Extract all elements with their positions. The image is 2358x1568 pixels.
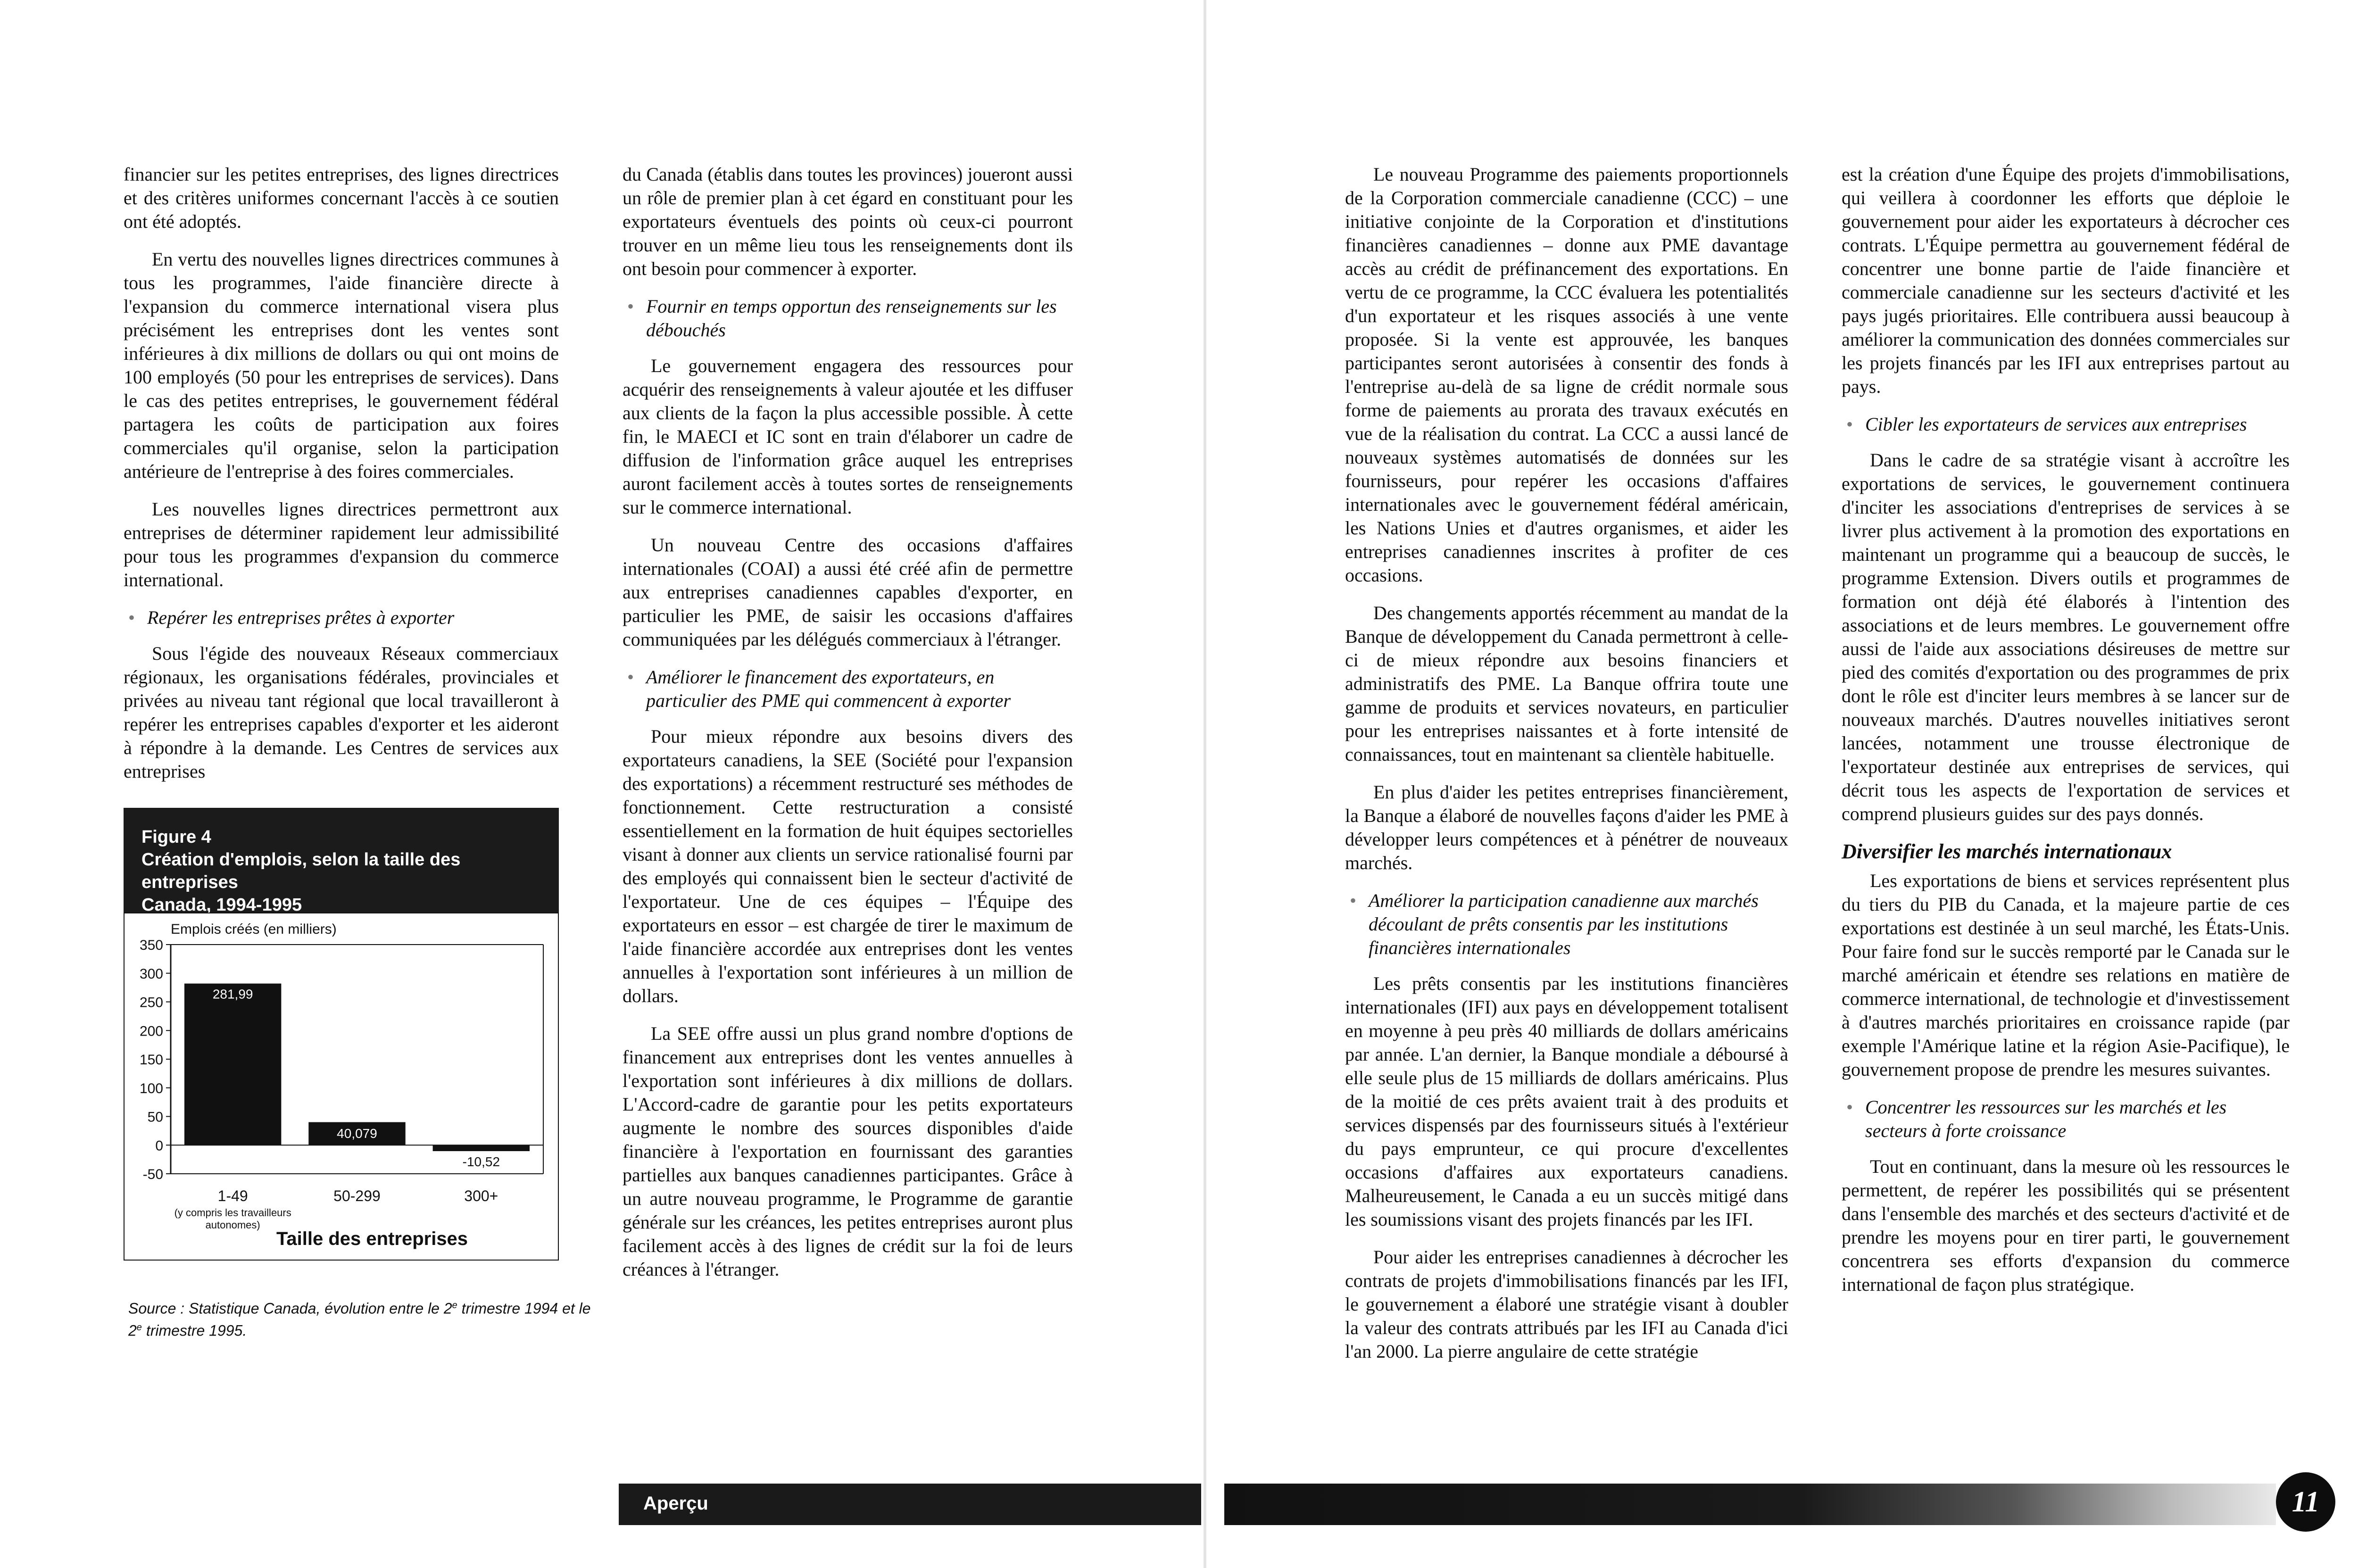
bullet-subheading <box>124 606 559 630</box>
category-label: 50-299 <box>333 1187 381 1204</box>
footer-section-label: Aperçu <box>643 1493 708 1514</box>
bullet-subheading <box>1842 413 2290 436</box>
text-column-2 <box>623 163 1073 1295</box>
bullet-text: Améliorer la participation canadienne aux marchés découlant de prêts consentis par les institutions financières internationales <box>1369 890 1759 958</box>
bar-300+ <box>433 1145 530 1151</box>
text-column-1 <box>124 163 559 797</box>
bullet-subheading <box>623 665 1073 713</box>
text-column-4 <box>1842 163 2290 1311</box>
bullet-icon: • <box>627 666 634 688</box>
bar-chart <box>125 913 558 1260</box>
category-label: 300+ <box>464 1187 498 1204</box>
y-tick-label: 300 <box>139 966 163 982</box>
bullet-text: Cibler les exportateurs de services aux entreprises <box>1865 414 2247 435</box>
figure-title: Création d'emplois, selon la taille des entreprises <box>141 850 461 892</box>
y-tick-label: 350 <box>139 937 163 953</box>
paragraph: Sous l'égide des nouveaux Réseaux commerciaux régionaux, les organisations fédérales, provinciales et privées au niveau tant régional que local travailleront à repérer les entreprises capables d'exporter et les aideront à répondre à la demande. Les Centres de services aux entreprises <box>124 643 559 782</box>
source-superscript: e <box>452 1300 457 1311</box>
paragraph: Le gouvernement engagera des ressources pour acquérir des renseignements à valeur ajoutée et les diffuser aux clients de la façon la plus accessible possible. À cette fin, le MAECI et IC sont en train d'élaborer un cadre de diffusion de l'information grâce auquel les entreprises auront facilement accès à toutes sortes de renseignements sur le commerce international. <box>623 355 1073 518</box>
page-gutter <box>1204 0 1206 1568</box>
footer-bar-left <box>619 1484 1201 1525</box>
section-heading: Diversifier les marchés internationaux <box>1842 840 2172 863</box>
paragraph: Pour aider les entreprises canadiennes à décrocher les contrats de projets d'immobilisations financés par les IFI, le gouvernement a élaboré une stratégie visant à doubler la valeur des contrats attribués par les IFI au Canada d'ici l'an 2000. La pierre angulaire de cette stratégie <box>1345 1246 1788 1362</box>
paragraph: Les nouvelles lignes directrices permettront aux entreprises de déterminer rapidement leur admissibilité pour tous les programmes d'expansion du commerce international. <box>124 498 559 590</box>
bar-1-49 <box>184 984 281 1145</box>
y-tick-label: 50 <box>147 1109 163 1125</box>
y-tick-label: 200 <box>139 1023 163 1039</box>
bullet-subheading <box>1345 889 1788 960</box>
y-tick-label: 250 <box>139 995 163 1011</box>
paragraph: En vertu des nouvelles lignes directrices communes à tous les programmes, l'aide financière directe à l'expansion du commerce international visera plus précisément les entreprises dont les ventes sont inférieures à dix millions de dollars ou qui ont moins de 100 employés (50 pour les entreprises de services). Dans le cas des petites entreprises, le gouvernement fédéral partagera les coûts de participation aux foires commerciales qu'il organise, selon la participation antérieure de l'entreprise à des foires commerciales. <box>124 249 559 482</box>
bullet-icon: • <box>1350 890 1357 911</box>
paragraph: Dans le cadre de sa stratégie visant à accroître les exportations de services, le gouvernement continuera d'inciter les associations d'entreprises de services à se livrer plus activement à la promotion des exportations en maintenant un programme qui a beaucoup de succès, le programme Extension. Divers outils et programmes de formation ont déjà été élaborés à l'intention des associations et de leurs membres. Le gouvernement offre aussi de l'aide aux associations désireuses de mettre sur pied des comités d'exportation ou des programmes de prix dont le rôle est d'inciter leurs membres à se lancer sur de nouveaux marchés. D'autres nouvelles initiatives seront lancées, notamment une trousse électronique de l'exportateur destinée aux entreprises de services, qui décrit tous les aspects de l'exportation de services et comprend plusieurs guides sur des pays donnés. <box>1842 449 2290 824</box>
source-text-middle: trimestre 1994 et le 2 <box>128 1300 591 1339</box>
paragraph: est la création d'une Équipe des projets d'immobilisations, qui veillera à coordonner les efforts que déploie le gouvernement pour aider les exportateurs à décrocher ces contrats. L'Équipe permettra au gouvernement fédéral de concentrer une bonne partie de l'aide financière et commerciale canadienne sur les secteurs d'activité et les pays jugés prioritaires. Elle contribuera aussi beaucoup à améliorer la communication des données commerciales sur les projets financés par les IFI aux entreprises partout au pays. <box>1842 164 2290 397</box>
category-note: (y compris les travailleurs <box>174 1207 291 1219</box>
paragraph: Les prêts consentis par les institutions financières internationales (IFI) aux pays en développement totalisent en moyenne à peu près 40 milliards de dollars américains par année. L'an dernier, la Banque mondiale a déboursé à elle seule plus de 15 milliards de dollars américains. Plus de la moitié de ces prêts avaient trait à des produits et services dispensés par des fournisseurs situés à l'extérieur du pays emprunteur, ce qui procure d'excellentes occasions d'affaires aux exportateurs canadiens. Malheureusement, le Canada a eu un succès mitigé dans les soumissions visant des projets financés par les IFI. <box>1345 973 1788 1230</box>
bullet-subheading <box>623 295 1073 342</box>
y-axis-label: Emplois créés (en milliers) <box>171 921 337 937</box>
figure-header <box>124 808 559 913</box>
category-note: autonomes) <box>205 1219 260 1231</box>
bullet-text: Repérer les entreprises prêtes à exporter <box>147 607 455 628</box>
data-label: 40,079 <box>337 1126 377 1141</box>
source-superscript-2: e <box>136 1322 142 1333</box>
bullet-icon: • <box>128 607 135 628</box>
footer-bar-right <box>1224 1484 2276 1525</box>
paragraph: La SEE offre aussi un plus grand nombre d'options de financement aux entreprises dont les ventes annuelles à l'exportation sont inférieures à dix millions de dollars. L'Accord-cadre de garantie pour les petits exportateurs augmente le nombre des sources disponibles d'aide financière à l'exportation en fournissant des garanties partielles aux banques canadiennes participantes. Grâce à un autre nouveau programme, le Programme de garantie générale sur les créances, les petites entreprises auront plus facilement accès à des lignes de crédit sur la foi de leurs créances à l'étranger. <box>623 1023 1073 1280</box>
figure-subtitle: Canada, 1994-1995 <box>141 895 302 915</box>
figure-source <box>128 1296 600 1340</box>
page-number: 11 <box>2276 1472 2335 1532</box>
x-axis-label: Taille des entreprises <box>276 1228 468 1249</box>
y-tick-label: 0 <box>155 1138 163 1154</box>
paragraph: Un nouveau Centre des occasions d'affaires internationales (COAI) a aussi été créé afin de permettre aux entreprises canadiennes capables d'exporter, en particulier les PME, de saisir les occasions d'affaires communiquées par les délégués commerciaux à l'étranger. <box>623 534 1073 650</box>
paragraph: En plus d'aider les petites entreprises financièrement, la Banque a élaboré de nouvelles façons d'aider les PME à développer leurs compétences et à pénétrer de nouveaux marchés. <box>1345 781 1788 873</box>
source-text-end: trimestre 1995. <box>141 1322 247 1339</box>
bullet-text: Fournir en temps opportun des renseignements sur les débouchés <box>646 296 1057 340</box>
figure-label: Figure 4 <box>141 827 211 847</box>
bullet-icon: • <box>627 296 634 317</box>
paragraph: financier sur les petites entreprises, des lignes directrices et des critères uniformes concernant l'accès à ce soutien ont été adoptés. <box>124 164 559 232</box>
y-tick-label: 150 <box>139 1052 163 1068</box>
text-column-3 <box>1345 163 1788 1377</box>
paragraph: Tout en continuant, dans la mesure où les ressources le permettent, de repérer les possibilités qui se présentent dans l'ensemble des marchés et des secteurs d'activité et de prendre les moyens pour en tirer parti, le gouvernement concentrera ses efforts d'expansion du commerce international de façon plus stratégique. <box>1842 1156 2290 1295</box>
data-label: -10,52 <box>462 1154 500 1170</box>
bullet-subheading <box>1842 1095 2290 1143</box>
chart-panel <box>124 913 559 1261</box>
chart-plot <box>140 937 543 1231</box>
bullet-icon: • <box>1846 1096 1853 1118</box>
y-tick-label: -50 <box>142 1167 163 1182</box>
paragraph: Des changements apportés récemment au mandat de la Banque de développement du Canada permettront à celle-ci de mieux répondre aux besoins financiers et administratifs des PME. La Banque offrira toute une gamme de produits et services novateurs, en particulier pour les entreprises naissantes et à forte intensité de connaissances, tout en maintenant sa clientèle habituelle. <box>1345 602 1788 765</box>
y-tick-label: 100 <box>139 1080 163 1096</box>
paragraph: du Canada (établis dans toutes les provinces) joueront aussi un rôle de premier plan à cet égard en constituant pour les exportateurs éventuels des points où ceux-ci pourront trouver en un même lieu tous les renseignements dont ils ont besoin pour commencer à exporter. <box>623 164 1073 279</box>
paragraph: Pour mieux répondre aux besoins divers des exportateurs canadiens, la SEE (Société pour l'expansion des exportations) a récemment restructuré ses méthodes de fonctionnement. Cette restructuration a consisté essentiellement en la formation de huit équipes sectorielles visant à donner aux clients un service rationalisé fourni par des employés qui connaissent bien le secteur d'activité de l'exportateur. Une de ces équipes – l'Équipe des exportateurs en essor – est chargée de tirer le maximum de l'aide financière accordée aux entreprises dont les ventes annuelles à l'exportation sont inférieures à un million de dollars. <box>623 726 1073 1006</box>
data-label: 281,99 <box>212 987 253 1002</box>
figure-4 <box>124 808 591 1390</box>
category-label: 1-49 <box>217 1187 248 1204</box>
source-text: Source : Statistique Canada, évolution entre le 2 <box>128 1300 452 1317</box>
paragraph: Les exportations de biens et services représentent plus du tiers du PIB du Canada, et la majeure partie de ces exportations est destinée à un seul marché, les États-Unis. Pour faire fond sur le succès remporté par le Canada sur le marché américain et étendre ses relations en matière de commerce international, de technologie et d'investissement à d'autres marchés prioritaires en croissance rapide (par exemple l'Amérique latine et la région Asie-Pacifique), le gouvernement propose de prendre les mesures suivantes. <box>1842 870 2290 1080</box>
paragraph: Le nouveau Programme des paiements proportionnels de la Corporation commerciale canadienne (CCC) – une initiative conjointe de la Corporation et d'institutions financières canadiennes – donne aux PME davantage accès au crédit de préfinancement des exportations. En vertu de ce programme, la CCC évaluera les potentialités d'un exportateur et les risques associés à une vente proposée. Si la vente est approuvée, les banques participantes seront autorisées à consentir des fonds à l'entreprise au-delà de sa ligne de crédit normale sous forme de paiements au prorata des travaux exécutés en vue de la réalisation du contrat. La CCC a aussi lancé de nouveaux systèmes automatisés de données sur les fournisseurs, pour repérer les occasions d'affaires internationales avec le gouvernement fédéral américain, les Nations Unies et d'autres organismes, et aider les entreprises canadiennes inscrites à profiter de ces occasions. <box>1345 164 1788 586</box>
bullet-text: Améliorer le financement des exportateurs, en particulier des PME qui commencent à exporter <box>646 666 1011 711</box>
bullet-text: Concentrer les ressources sur les marchés et les secteurs à forte croissance <box>1865 1096 2227 1141</box>
bullet-icon: • <box>1846 414 1853 435</box>
